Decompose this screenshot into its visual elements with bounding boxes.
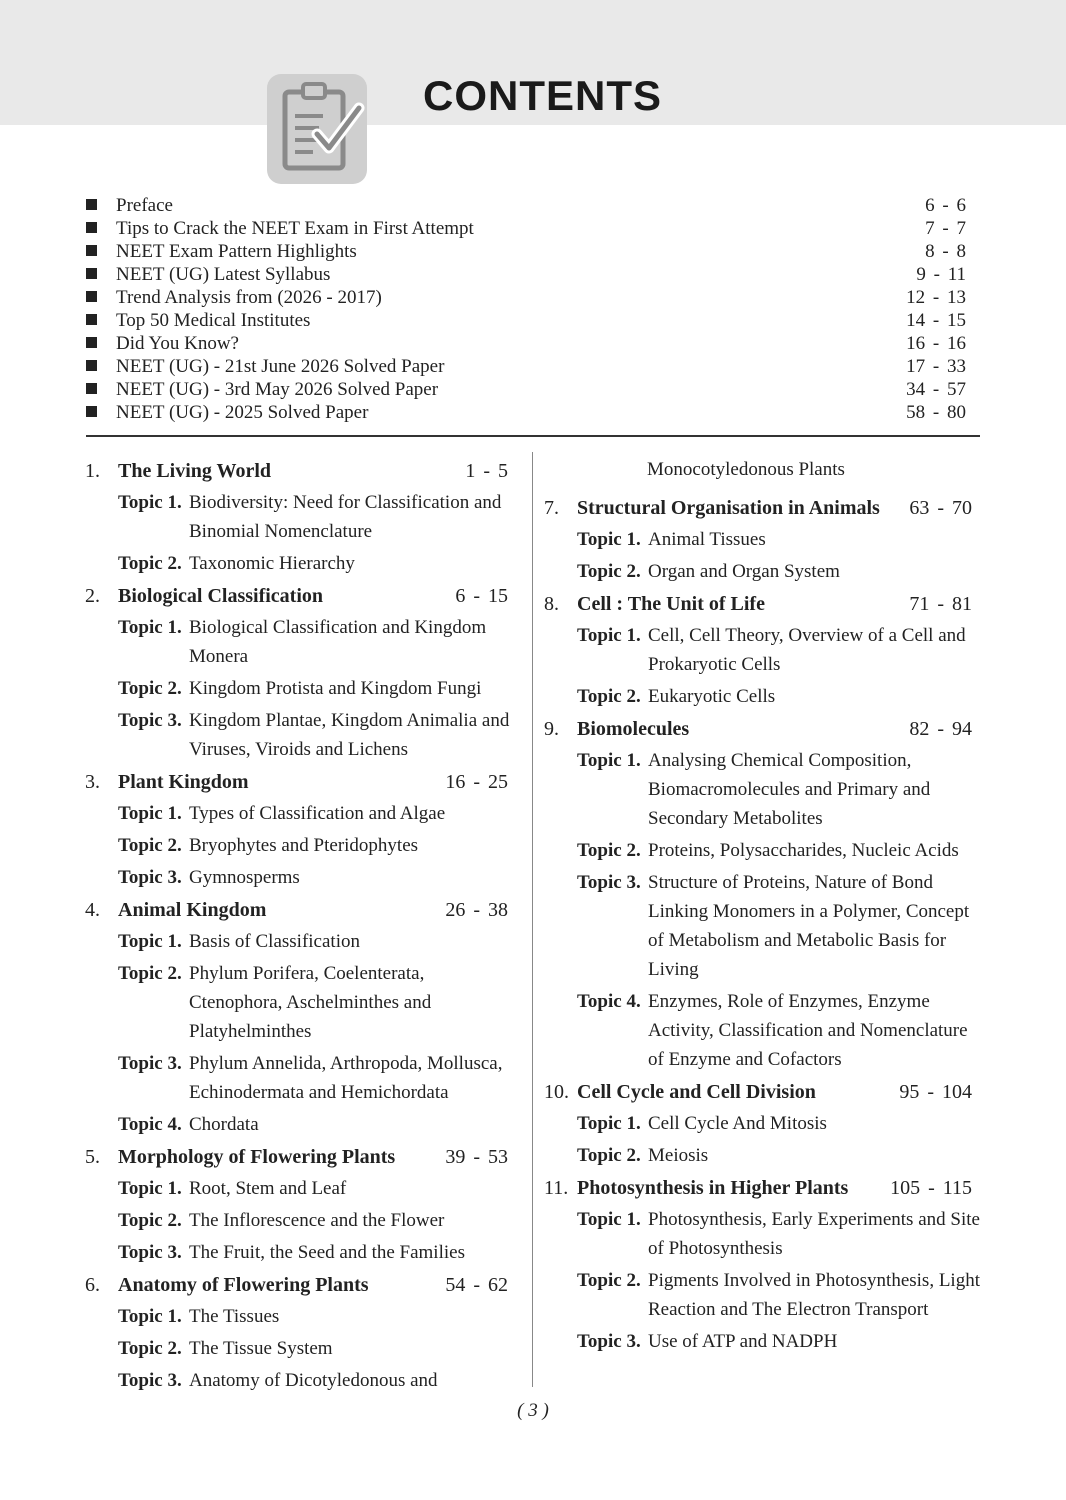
prelim-pages: 9 - 11 bbox=[916, 264, 966, 285]
chapter-pages: 95 - 104 bbox=[899, 1081, 972, 1103]
topic-entry[interactable] bbox=[85, 548, 520, 580]
prelim-pages: 16 - 16 bbox=[906, 333, 966, 354]
topic-entry[interactable] bbox=[544, 681, 984, 713]
topic-title: Analysing Chemical Composition, Biomacromolecules and Primary and Secondary Metabolites bbox=[648, 750, 931, 829]
topic-label: Topic 1. bbox=[577, 1113, 641, 1134]
topic-entry[interactable] bbox=[85, 612, 520, 673]
chapter-title: Morphology of Flowering Plants bbox=[118, 1146, 396, 1168]
topic-label: Topic 2. bbox=[577, 686, 641, 707]
prelim-label: Top 50 Medical Institutes bbox=[116, 310, 311, 331]
square-bullet-icon bbox=[86, 268, 97, 279]
topic-title: Cell Cycle And Mitosis bbox=[648, 1113, 827, 1134]
prelim-pages: 34 - 57 bbox=[906, 379, 966, 400]
topic-title: Meiosis bbox=[648, 1145, 709, 1166]
chapter-number: 11. bbox=[544, 1177, 569, 1199]
topic-label: Topic 3. bbox=[118, 1242, 182, 1263]
topic-entry[interactable] bbox=[544, 1326, 984, 1358]
topic-entry[interactable] bbox=[544, 1108, 984, 1140]
topic-title: Basis of Classification bbox=[189, 931, 360, 952]
topic-label: Topic 4. bbox=[118, 1114, 182, 1135]
topic-title: Organ and Organ System bbox=[648, 561, 840, 582]
prelim-pages: 58 - 80 bbox=[906, 402, 966, 423]
chapter-number: 3. bbox=[85, 771, 100, 793]
chapter-number: 9. bbox=[544, 718, 559, 740]
chapter-title: Biological Classification bbox=[118, 585, 323, 607]
prelim-label: NEET (UG) - 2025 Solved Paper bbox=[116, 402, 369, 423]
topic-title: Root, Stem and Leaf bbox=[189, 1178, 347, 1199]
chapter-title: The Living World bbox=[118, 460, 272, 482]
chapter-entry[interactable] bbox=[544, 492, 984, 524]
chapter-entry[interactable] bbox=[544, 588, 984, 620]
chapter-entry[interactable] bbox=[85, 455, 520, 487]
prelim-item[interactable] bbox=[86, 240, 966, 263]
topic-title: Kingdom Protista and Kingdom Fungi bbox=[189, 678, 482, 699]
square-bullet-icon bbox=[86, 406, 97, 417]
square-bullet-icon bbox=[86, 383, 97, 394]
topic-title: Types of Classification and Algae bbox=[189, 803, 446, 824]
chapter-number: 5. bbox=[85, 1146, 100, 1168]
prelim-label: Trend Analysis from (2026 - 2017) bbox=[116, 287, 382, 308]
chapter-title: Cell Cycle and Cell Division bbox=[577, 1081, 816, 1103]
chapter-title: Animal Kingdom bbox=[118, 899, 267, 921]
square-bullet-icon bbox=[86, 314, 97, 325]
chapter-entry[interactable] bbox=[85, 1269, 520, 1301]
prelim-pages: 6 - 6 bbox=[925, 195, 966, 216]
topic-title: Biodiversity: Need for Classification and Binomial Nomenclature bbox=[189, 492, 502, 542]
chapter-title: Cell : The Unit of Life bbox=[577, 593, 765, 615]
topic-entry[interactable] bbox=[544, 835, 984, 867]
topic-title: The Fruit, the Seed and the Families bbox=[189, 1242, 465, 1263]
prelim-label: Tips to Crack the NEET Exam in First Attempt bbox=[116, 218, 474, 239]
prelim-pages: 17 - 33 bbox=[906, 356, 966, 377]
chapter-pages: 1 - 5 bbox=[465, 460, 508, 482]
topic-title: Phylum Porifera, Coelenterata, Ctenophora, Aschelminthes and Platyhelminthes bbox=[189, 963, 432, 1042]
topic-label: Topic 3. bbox=[118, 1370, 182, 1391]
prelim-label: NEET (UG) - 21st June 2026 Solved Paper bbox=[116, 356, 445, 377]
chapter-title: Structural Organisation in Animals bbox=[577, 497, 880, 519]
topic-label: Topic 1. bbox=[118, 492, 182, 513]
topic-label: Topic 1. bbox=[118, 931, 182, 952]
topic-label: Topic 2. bbox=[577, 561, 641, 582]
topic-title: Phylum Annelida, Arthropoda, Mollusca, Echinodermata and Hemichordata bbox=[189, 1053, 503, 1103]
square-bullet-icon bbox=[86, 222, 97, 233]
topic-label: Topic 3. bbox=[577, 872, 641, 893]
topic-entry[interactable] bbox=[85, 1301, 520, 1333]
topic-entry[interactable] bbox=[544, 1265, 984, 1326]
topic-label: Topic 4. bbox=[577, 991, 641, 1012]
topic-label: Topic 1. bbox=[577, 750, 641, 771]
square-bullet-icon bbox=[86, 199, 97, 210]
topic-label: Topic 2. bbox=[118, 678, 182, 699]
chapter-pages: 16 - 25 bbox=[445, 771, 508, 793]
chapter-pages: 82 - 94 bbox=[909, 718, 972, 740]
prelim-item[interactable] bbox=[86, 309, 966, 332]
prelim-item[interactable] bbox=[86, 263, 966, 286]
topic-title: Enzymes, Role of Enzymes, Enzyme Activity, Classification and Nomenclature of Enzyme and Cofactors bbox=[648, 991, 968, 1070]
chapter-entry[interactable] bbox=[85, 894, 520, 926]
topic-title: The Tissues bbox=[189, 1306, 280, 1327]
topic-label: Topic 1. bbox=[118, 1306, 182, 1327]
chapter-title: Plant Kingdom bbox=[118, 771, 249, 793]
square-bullet-icon bbox=[86, 360, 97, 371]
prelim-item[interactable] bbox=[86, 194, 966, 217]
topic-entry[interactable] bbox=[85, 487, 520, 548]
topic-entry[interactable] bbox=[85, 673, 520, 705]
topic-entry[interactable] bbox=[85, 798, 520, 830]
topic-title: Eukaryotic Cells bbox=[648, 686, 776, 707]
topic-title: Bryophytes and Pteridophytes bbox=[189, 835, 419, 856]
continued-topic-text: Monocotyledonous Plants bbox=[647, 459, 845, 480]
chapter-number: 6. bbox=[85, 1274, 100, 1296]
topic-label: Topic 3. bbox=[118, 867, 182, 888]
topic-label: Topic 2. bbox=[118, 553, 182, 574]
topic-label: Topic 2. bbox=[118, 963, 182, 984]
prelim-label: Did You Know? bbox=[116, 333, 239, 354]
chapter-entry[interactable] bbox=[85, 1141, 520, 1173]
topic-entry[interactable] bbox=[544, 620, 984, 681]
topic-entry[interactable] bbox=[544, 986, 984, 1076]
topic-title: Chordata bbox=[189, 1114, 259, 1135]
topic-title: Animal Tissues bbox=[648, 529, 766, 550]
topic-label: Topic 3. bbox=[577, 1331, 641, 1352]
clipboard-check-icon bbox=[267, 74, 367, 184]
topic-title: The Inflorescence and the Flower bbox=[189, 1210, 445, 1231]
chapter-pages: 105 - 115 bbox=[890, 1177, 972, 1199]
topic-entry[interactable] bbox=[85, 705, 520, 766]
topic-label: Topic 3. bbox=[118, 710, 182, 731]
topic-entry[interactable] bbox=[85, 1205, 520, 1237]
topic-title: Use of ATP and NADPH bbox=[648, 1331, 838, 1352]
topic-entry[interactable] bbox=[85, 1237, 520, 1269]
topic-label: Topic 2. bbox=[577, 1270, 641, 1291]
topic-entry[interactable] bbox=[544, 745, 984, 835]
chapter-pages: 54 - 62 bbox=[445, 1274, 508, 1296]
toc-right-column bbox=[544, 455, 984, 1358]
chapter-title: Biomolecules bbox=[577, 718, 690, 740]
topic-label: Topic 2. bbox=[118, 835, 182, 856]
chapter-entry[interactable] bbox=[544, 1076, 984, 1108]
prelim-label: NEET (UG) Latest Syllabus bbox=[116, 264, 331, 285]
prelim-label: NEET Exam Pattern Highlights bbox=[116, 241, 357, 262]
topic-label: Topic 1. bbox=[118, 803, 182, 824]
chapter-entry[interactable] bbox=[544, 713, 984, 745]
topic-entry[interactable] bbox=[85, 862, 520, 894]
topic-label: Topic 1. bbox=[577, 529, 641, 550]
chapter-number: 10. bbox=[544, 1081, 569, 1103]
topic-title: Pigments Involved in Photosynthesis, Light Reaction and The Electron Transport bbox=[648, 1270, 980, 1320]
topic-label: Topic 2. bbox=[577, 840, 641, 861]
prelim-item[interactable] bbox=[86, 217, 966, 240]
topic-title: The Tissue System bbox=[189, 1338, 333, 1359]
toc-left-column bbox=[85, 455, 520, 1397]
topic-entry[interactable] bbox=[85, 1173, 520, 1205]
topic-entry[interactable] bbox=[544, 1140, 984, 1172]
topic-entry[interactable] bbox=[85, 1109, 520, 1141]
topic-entry[interactable] bbox=[544, 556, 984, 588]
topic-label: Topic 3. bbox=[118, 1053, 182, 1074]
prelim-item[interactable] bbox=[86, 355, 966, 378]
square-bullet-icon bbox=[86, 245, 97, 256]
chapter-number: 4. bbox=[85, 899, 100, 921]
prelim-pages: 14 - 15 bbox=[906, 310, 966, 331]
prelim-label: Preface bbox=[116, 195, 173, 216]
prelim-pages: 12 - 13 bbox=[906, 287, 966, 308]
topic-label: Topic 1. bbox=[118, 617, 182, 638]
topic-entry[interactable] bbox=[544, 524, 984, 556]
divider-vertical bbox=[532, 452, 533, 1387]
topic-entry[interactable] bbox=[85, 1333, 520, 1365]
topic-label: Topic 1. bbox=[118, 1178, 182, 1199]
topic-title: Photosynthesis, Early Experiments and Site of Photosynthesis bbox=[648, 1209, 980, 1259]
topic-entry[interactable] bbox=[85, 958, 520, 1048]
chapter-number: 7. bbox=[544, 497, 559, 519]
chapter-number: 1. bbox=[85, 460, 100, 482]
prelim-item[interactable] bbox=[86, 401, 966, 424]
chapter-pages: 26 - 38 bbox=[445, 899, 508, 921]
chapter-pages: 39 - 53 bbox=[445, 1146, 508, 1168]
topic-label: Topic 1. bbox=[577, 1209, 641, 1230]
topic-title: Biological Classification and Kingdom Monera bbox=[189, 617, 487, 667]
chapter-number: 2. bbox=[85, 585, 100, 607]
topic-entry[interactable] bbox=[85, 1365, 520, 1397]
topic-label: Topic 2. bbox=[577, 1145, 641, 1166]
prelim-pages: 7 - 7 bbox=[925, 218, 966, 239]
prelim-label: NEET (UG) - 3rd May 2026 Solved Paper bbox=[116, 379, 439, 400]
topic-title: Proteins, Polysaccharides, Nucleic Acids bbox=[648, 840, 959, 861]
topic-title: Structure of Proteins, Nature of Bond Linking Monomers in a Polymer, Concept of Metabolism and Metabolic Basis for Living bbox=[648, 872, 970, 980]
topic-title: Gymnosperms bbox=[189, 867, 300, 888]
topic-entry[interactable] bbox=[85, 830, 520, 862]
page-number: ( 3 ) bbox=[517, 1400, 549, 1421]
topic-label: Topic 2. bbox=[118, 1338, 182, 1359]
chapter-title: Photosynthesis in Higher Plants bbox=[577, 1177, 849, 1199]
topic-label: Topic 2. bbox=[118, 1210, 182, 1231]
topic-title: Anatomy of Dicotyledonous and bbox=[189, 1370, 438, 1391]
topic-entry[interactable] bbox=[85, 1048, 520, 1109]
chapter-entry[interactable] bbox=[544, 1172, 984, 1204]
chapter-title: Anatomy of Flowering Plants bbox=[118, 1274, 369, 1296]
prelims-list bbox=[86, 194, 966, 424]
chapter-entry[interactable] bbox=[85, 580, 520, 612]
topic-label: Topic 1. bbox=[577, 625, 641, 646]
square-bullet-icon bbox=[86, 291, 97, 302]
prelim-item[interactable] bbox=[86, 378, 966, 401]
prelim-pages: 8 - 8 bbox=[925, 241, 966, 262]
topic-title: Taxonomic Hierarchy bbox=[189, 553, 355, 574]
chapter-pages: 71 - 81 bbox=[909, 593, 972, 615]
chapter-entry[interactable] bbox=[85, 766, 520, 798]
page-title: CONTENTS bbox=[423, 72, 662, 119]
chapter-number: 8. bbox=[544, 593, 559, 615]
prelim-item[interactable] bbox=[86, 286, 966, 309]
topic-entry[interactable] bbox=[544, 1204, 984, 1265]
divider-horizontal bbox=[86, 435, 980, 437]
chapter-pages: 63 - 70 bbox=[909, 497, 972, 519]
topic-title: Cell, Cell Theory, Overview of a Cell and Prokaryotic Cells bbox=[648, 625, 966, 675]
chapter-pages: 6 - 15 bbox=[455, 585, 508, 607]
topic-title: Kingdom Plantae, Kingdom Animalia and Viruses, Viroids and Lichens bbox=[189, 710, 510, 760]
square-bullet-icon bbox=[86, 337, 97, 348]
topic-entry[interactable] bbox=[85, 926, 520, 958]
topic-entry[interactable] bbox=[544, 867, 984, 986]
prelim-item[interactable] bbox=[86, 332, 966, 355]
